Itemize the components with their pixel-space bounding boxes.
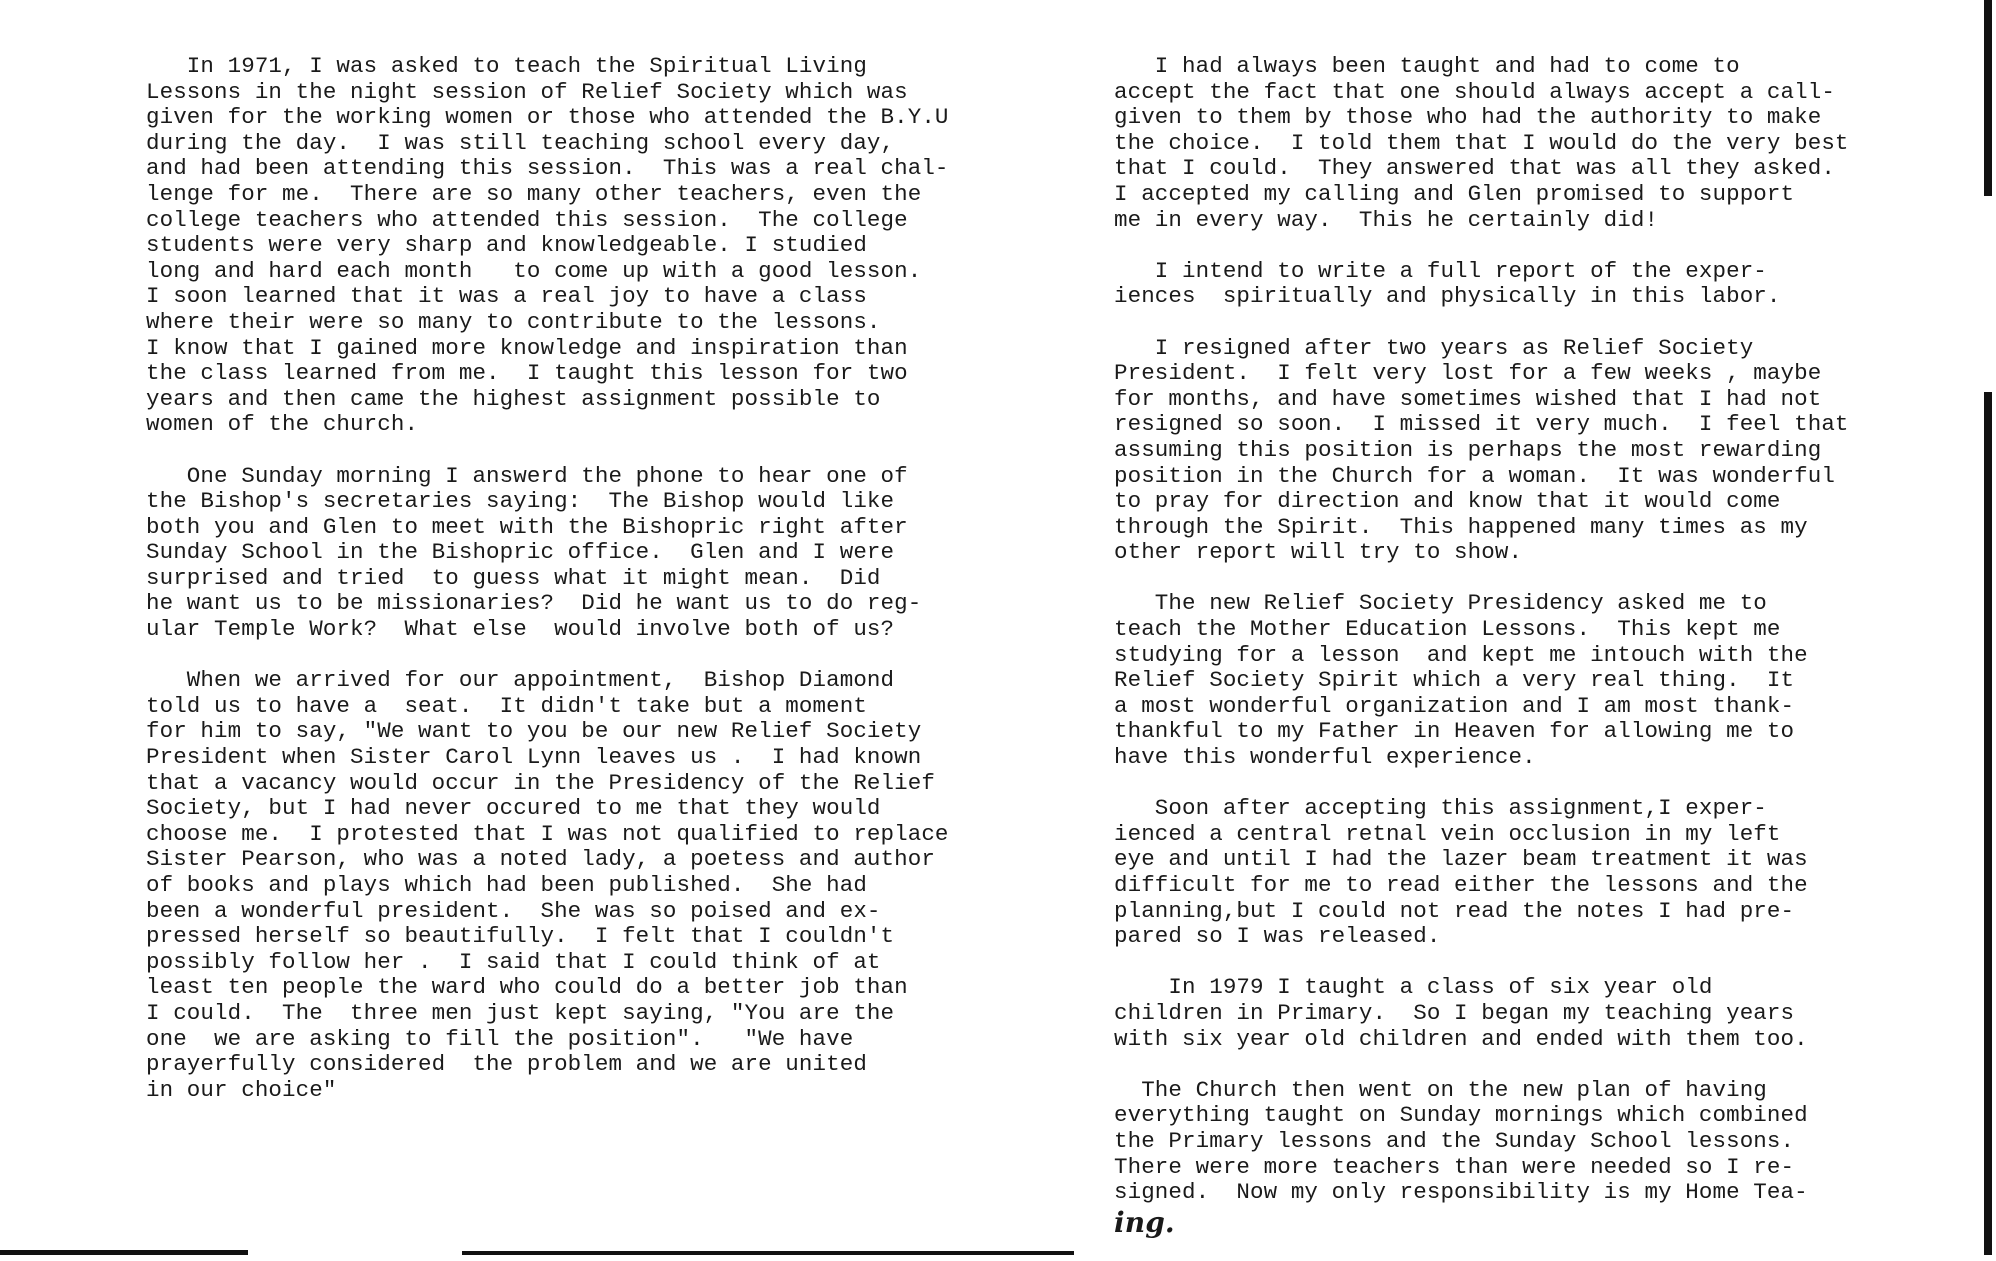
text-line: One Sunday morning I answerd the phone to hear one of [146, 462, 908, 489]
paragraph [1114, 1076, 1954, 1239]
text-line: Sunday School in the Bishopric office. Glen and I were [146, 539, 895, 566]
text-line: assuming this position is perhaps the most rewarding [1114, 436, 1822, 463]
text-line: President. I felt very lost for a few weeks , maybe [1114, 360, 1822, 387]
text-line: Sister Pearson, who was a noted lady, a poetess and author [146, 846, 935, 873]
right-column [1114, 54, 1954, 1261]
text-line: I had always been taught and had to come to [1114, 53, 1740, 79]
text-line: planning,but I could not read the notes I had pre- [1114, 897, 1795, 924]
text-line: the choice. I told them that I would do the very best [1114, 129, 1849, 156]
text-line: Relief Society Spirit which a very real thing. It [1114, 667, 1795, 694]
text-line: accept the fact that one should always accept a call- [1114, 78, 1835, 105]
text-line: other report will try to show. [1114, 539, 1523, 566]
text-line: difficult for me to read either the lessons and the [1114, 872, 1808, 898]
text-line: Society, but I had never occured to me that they would [146, 795, 881, 822]
text-line: children in Primary. So I began my teaching years [1114, 999, 1795, 1026]
text-line: ienced a central retnal vein occlusion in my left [1114, 820, 1781, 847]
text-line: choose me. I protested that I was not qualified to replace [146, 820, 949, 847]
text-line: possibly follow her . I said that I could think of at [146, 948, 881, 975]
text-line: thankful to my Father in Heaven for allowing me to [1114, 718, 1795, 745]
text-line: The new Relief Society Presidency asked me to [1114, 590, 1767, 617]
text-line: that a vacancy would occur in the Presidency of the Relief [146, 769, 935, 796]
text-line: one we are asking to fill the position". "We have [146, 1025, 854, 1052]
text-line: everything taught on Sunday mornings which combined [1114, 1102, 1808, 1129]
text-line: in our choice" [146, 1076, 337, 1103]
text-line: pared so I was released. [1114, 923, 1441, 950]
text-line: pressed herself so beautifully. I felt that I couldn't [146, 923, 895, 950]
paragraph [146, 464, 1046, 643]
text-line: told us to have a seat. It didn't take but a moment [146, 692, 867, 719]
text-line: I could. The three men just kept saying, "You are the [146, 999, 895, 1026]
text-line: have this wonderful experience. [1114, 744, 1536, 771]
text-line: prayerfully considered the problem and we are united [146, 1051, 867, 1078]
text-line: I know that I gained more knowledge and inspiration than [146, 334, 908, 361]
text-line: Soon after accepting this assignment,I exper- [1114, 795, 1767, 822]
text-line: a most wonderful organization and I am most thank- [1114, 692, 1795, 719]
text-line: iences spiritually and physically in this labor. [1114, 283, 1781, 310]
text-line: least ten people the ward who could do a better job than [146, 974, 908, 1001]
text-line: he want us to be missionaries? Did he want us to do reg- [146, 590, 922, 617]
text-line: teach the Mother Education Lessons. This kept me [1114, 616, 1781, 643]
paragraph [1114, 259, 1954, 310]
handwritten-note: ing. [1114, 1205, 1175, 1239]
text-line: position in the Church for a woman. It was wonderful [1114, 462, 1835, 489]
text-line: surprised and tried to guess what it might mean. Did [146, 564, 881, 591]
text-line: during the day. I was still teaching school every day, [146, 129, 895, 156]
text-line: I resigned after two years as Relief Society [1114, 334, 1754, 361]
text-line: studying for a lesson and kept me intouch with the [1114, 641, 1808, 668]
paragraph [1114, 975, 1954, 1052]
text-line: with six year old children and ended with them too. [1114, 1025, 1808, 1052]
text-line: years and then came the highest assignment possible to [146, 385, 881, 412]
paragraph [146, 54, 1046, 438]
text-line: The Church then went on the new plan of having [1114, 1076, 1767, 1103]
scan-edge-mark [462, 1251, 1074, 1255]
text-line: the Bishop's secretaries saying: The Bishop would like [146, 488, 895, 515]
text-line: students were very sharp and knowledgeable. I studied [146, 232, 867, 259]
text-line: Lessons in the night session of Relief Society which was [146, 78, 908, 105]
text-line: for him to say, "We want to you be our new Relief Society [146, 718, 922, 745]
text-line: given for the working women or those who attended the B.Y.U [146, 104, 949, 131]
text-line: In 1971, I was asked to teach the Spiritual Living [146, 53, 867, 79]
text-line: where their were so many to contribute to the lessons. [146, 308, 881, 335]
text-line: There were more teachers than were needed so I re- [1114, 1153, 1795, 1180]
left-column [146, 54, 1046, 1129]
paragraph [1114, 54, 1954, 233]
paragraph [146, 668, 1046, 1103]
paragraph [1114, 336, 1954, 566]
text-line: eye and until I had the lazer beam treatment it was [1114, 846, 1808, 873]
text-line: that I could. They answered that was all they asked. [1114, 155, 1835, 182]
text-line: I accepted my calling and Glen promised to support [1114, 180, 1795, 207]
text-line: When we arrived for our appointment, Bishop Diamond [146, 667, 895, 694]
text-line: In 1979 I taught a class of six year old [1114, 974, 1713, 1001]
text-line: through the Spirit. This happened many times as my [1114, 513, 1808, 540]
scan-edge-mark [0, 1250, 248, 1255]
text-line: of books and plays which had been published. She had [146, 872, 867, 898]
text-line: President when Sister Carol Lynn leaves us . I had known [146, 744, 922, 771]
text-line: and had been attending this session. This was a real chal- [146, 155, 949, 182]
text-line: the class learned from me. I taught this lesson for two [146, 360, 908, 387]
text-line: lenge for me. There are so many other teachers, even the [146, 180, 922, 207]
text-line: me in every way. This he certainly did! [1114, 206, 1659, 233]
text-line: I soon learned that it was a real joy to have a class [146, 283, 867, 310]
text-line: to pray for direction and know that it would come [1114, 488, 1781, 515]
text-line: for months, and have sometimes wished that I had not [1114, 385, 1822, 412]
text-line: been a wonderful president. She was so poised and ex- [146, 897, 881, 924]
scan-edge-mark [1984, 0, 1992, 196]
text-line: ular Temple Work? What else would involve both of us? [146, 616, 895, 643]
text-line: signed. Now my only responsibility is my Home Tea- [1114, 1179, 1808, 1206]
text-line: the Primary lessons and the Sunday School lessons. [1114, 1127, 1795, 1154]
text-line: both you and Glen to meet with the Bishopric right after [146, 513, 908, 540]
scan-edge-mark [1984, 392, 1992, 1255]
text-line: college teachers who attended this session. The college [146, 206, 908, 233]
paragraph [1114, 796, 1954, 950]
text-line: long and hard each month to come up with a good lesson. [146, 257, 922, 284]
text-line: given to them by those who had the authority to make [1114, 104, 1822, 131]
text-line: I intend to write a full report of the exper- [1114, 257, 1767, 284]
text-line: women of the church. [146, 411, 419, 438]
text-line: resigned so soon. I missed it very much. I feel that [1114, 411, 1849, 438]
paragraph [1114, 591, 1954, 770]
